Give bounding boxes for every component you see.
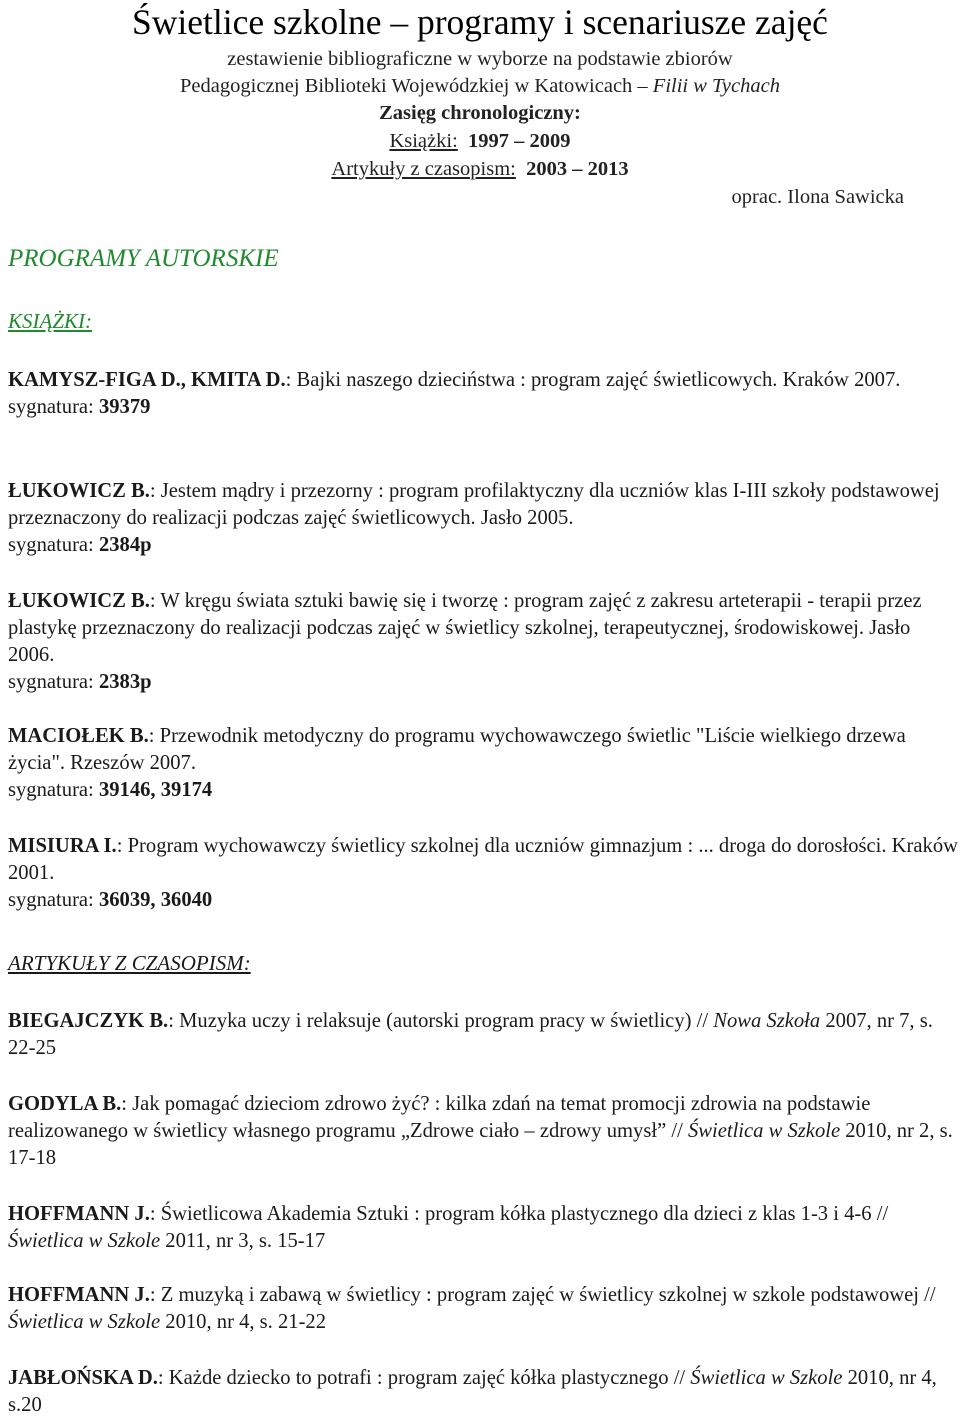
article-author: BIEGAJCZYK B. bbox=[8, 1010, 169, 1032]
article-text: : Świetlicowa Akademia Sztuki : program kółka plastycznego dla dzieci z klas 1-3 i 4-6 // bbox=[149, 1203, 889, 1225]
book-text: : W kręgu świata sztuki bawię się i tworzę : program zajęć z zakresu arteterapii - terapii przez plastykę przeznaczony do realizacji podczas zajęć w świetlicy szkolnej, terapeutycznej, środowiskowej. Jasło 2006. bbox=[8, 590, 922, 666]
book-signature-value: 36039, 36040 bbox=[98, 889, 213, 911]
article-issue: 2010, nr 4, s.20 bbox=[8, 1367, 937, 1416]
article-entry-2 bbox=[8, 1091, 960, 1172]
article-entry-1 bbox=[8, 1008, 960, 1062]
article-text: : Z muzyką i zabawą w świetlicy : program zajęć w świetlicy szkolnej w szkole podstawowej // bbox=[149, 1284, 936, 1306]
book-entry-2 bbox=[8, 478, 960, 559]
section-programs-heading: PROGRAMY AUTORSKIE bbox=[8, 245, 279, 272]
article-issue: 2010, nr 2, s. 17-18 bbox=[8, 1120, 953, 1169]
book-author: MISIURA I. bbox=[8, 835, 117, 857]
article-author: HOFFMANN J. bbox=[8, 1203, 150, 1225]
compiled-by: oprac. Ilona Sawicka bbox=[731, 186, 904, 208]
book-entry-description bbox=[8, 833, 960, 887]
article-entry-5 bbox=[8, 1365, 960, 1419]
book-signature-value: 39379 bbox=[98, 396, 151, 418]
article-entry-description bbox=[8, 1008, 960, 1062]
book-entry-description bbox=[8, 478, 960, 532]
book-text: : Program wychowawczy świetlicy szkolnej dla uczniów gimnazjum : ... droga do dorosłości. Kraków 2001. bbox=[8, 835, 959, 884]
book-signature-value: 2383p bbox=[98, 671, 152, 693]
article-entry-description bbox=[8, 1282, 960, 1336]
article-journal: Nowa Szkoła bbox=[713, 1010, 821, 1032]
article-issue: 2007, nr 7, s. 22-25 bbox=[8, 1010, 933, 1059]
article-journal: Świetlica w Szkole bbox=[8, 1311, 161, 1333]
book-entry-description bbox=[8, 588, 960, 669]
books-range-value: 1997 – 2009 bbox=[468, 130, 571, 152]
subtitle-line-2 bbox=[0, 73, 960, 99]
book-signature: sygnatura: 36039, 36040 bbox=[8, 889, 213, 911]
articles-range-label: Artykuły z czasopism: bbox=[331, 158, 516, 180]
document-title: Świetlice szkolne – programy i scenariusze zajęć bbox=[132, 2, 828, 42]
article-issue: 2010, nr 4, s. 21-22 bbox=[160, 1311, 327, 1333]
section-books-heading: KSIĄŻKI: bbox=[8, 309, 92, 333]
book-signature: sygnatura: 2383p bbox=[8, 671, 152, 693]
article-author: JABŁOŃSKA D. bbox=[8, 1367, 158, 1389]
range-heading: Zasięg chronologiczny: bbox=[379, 102, 581, 124]
book-author: ŁUKOWICZ B. bbox=[8, 480, 150, 502]
article-journal: Świetlica w Szkole bbox=[690, 1367, 843, 1389]
article-entry-description bbox=[8, 1365, 960, 1419]
book-signature-value: 39146, 39174 bbox=[98, 779, 213, 801]
book-author: ŁUKOWICZ B. bbox=[8, 590, 150, 612]
article-issue: 2011, nr 3, s. 15-17 bbox=[160, 1230, 326, 1252]
article-entry-4 bbox=[8, 1282, 960, 1336]
article-journal: Świetlica w Szkole bbox=[687, 1120, 841, 1142]
book-entry-description bbox=[8, 723, 960, 777]
books-range-label: Książki: bbox=[389, 130, 458, 152]
book-entry-1 bbox=[8, 367, 960, 421]
book-text: : Jestem mądry i przezorny : program profilaktyczny dla uczniów klas I-III szkoły podstawowej przeznaczony do realizacji podczas zajęć świetlicowych. Jasło 2005. bbox=[8, 480, 940, 529]
subtitle-library: Pedagogicznej Biblioteki Wojewódzkiej w Katowicach – bbox=[180, 75, 653, 97]
articles-range-line bbox=[0, 156, 960, 182]
article-author: GODYLA B. bbox=[8, 1093, 122, 1115]
article-journal: Świetlica w Szkole bbox=[8, 1230, 161, 1252]
books-range-line bbox=[0, 128, 960, 154]
article-text: : Jak pomagać dzieciom zdrowo żyć? : kilka zdań na temat promocji zdrowia na podstawie realizowanego w świetlicy własnego programu „Zdrowe ciało – zdrowy umysł” // bbox=[8, 1093, 871, 1142]
book-text: : Przewodnik metodyczny do programu wychowawczego świetlic "Liście wielkiego drzewa życia". Rzeszów 2007. bbox=[8, 725, 906, 774]
article-entry-3 bbox=[8, 1201, 960, 1255]
book-author: KAMYSZ-FIGA D., KMITA D. bbox=[8, 369, 286, 391]
book-entry-3 bbox=[8, 588, 960, 696]
book-entry-description bbox=[8, 367, 960, 394]
article-text: : Każde dziecko to potrafi : program zajęć kółka plastycznego // bbox=[157, 1367, 691, 1389]
book-signature: sygnatura: 39379 bbox=[8, 396, 151, 418]
book-author: MACIOŁEK B. bbox=[8, 725, 149, 747]
article-text: : Muzyka uczy i relaksuje (autorski program pracy w świetlicy) // bbox=[168, 1010, 714, 1032]
articles-range-value: 2003 – 2013 bbox=[526, 158, 629, 180]
book-entry-4 bbox=[8, 723, 960, 804]
book-entry-5 bbox=[8, 833, 960, 914]
article-entry-description bbox=[8, 1091, 960, 1172]
book-text: : Bajki naszego dzieciństwa : program zajęć świetlicowych. Kraków 2007. bbox=[285, 369, 901, 391]
section-articles-heading: ARTYKUŁY Z CZASOPISM: bbox=[8, 951, 251, 975]
article-entry-description bbox=[8, 1201, 960, 1255]
book-signature: sygnatura: 39146, 39174 bbox=[8, 779, 213, 801]
subtitle-line-1: zestawienie bibliograficzne w wyborze na podstawie zbiorów bbox=[227, 48, 733, 70]
subtitle-branch: Filii w Tychach bbox=[652, 75, 780, 97]
book-signature: sygnatura: 2384p bbox=[8, 534, 152, 556]
book-signature-value: 2384p bbox=[98, 534, 152, 556]
article-author: HOFFMANN J. bbox=[8, 1284, 150, 1306]
